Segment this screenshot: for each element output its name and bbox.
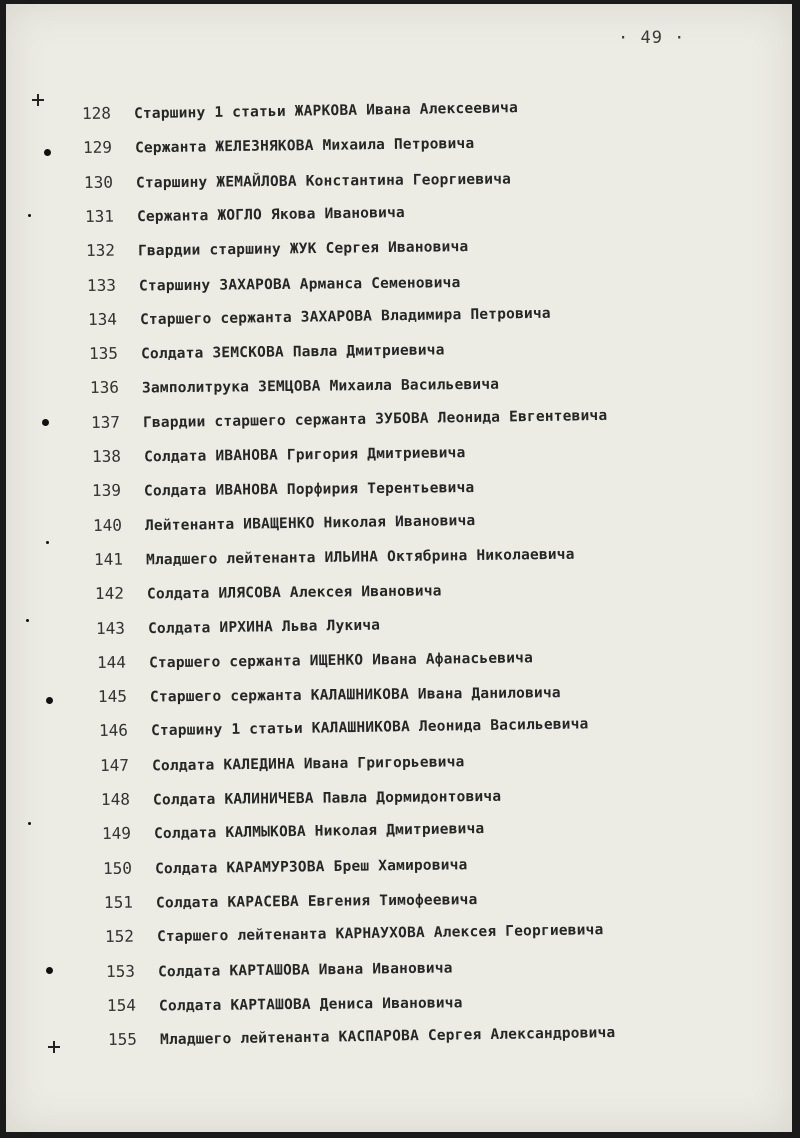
entry-number: 135 — [88, 343, 118, 364]
list-item — [107, 992, 463, 1015]
list-item — [85, 202, 405, 226]
entry-text: Солдата КАЛЕДИНА Ивана Григорьевича — [151, 753, 465, 775]
entry-text: Солдата КАЛИНИЧЕВА Павла Дормидонтовича — [152, 788, 502, 809]
entry-text: Солдата КАРТАШОВА Дениса Ивановича — [158, 995, 463, 1015]
entry-number: 133 — [86, 275, 116, 295]
margin-mark — [32, 94, 44, 106]
entry-text: Солдата ИВАНОВА Григория Дмитриевича — [143, 445, 466, 466]
entry-text: Солдата ЗЕМСКОВА Павла Дмитриевича — [140, 342, 445, 363]
entry-text: Младшего лейтенанта КАСПАРОВА Сергея Александровича — [159, 1025, 616, 1049]
list-item — [91, 442, 465, 466]
entry-number: 151 — [103, 892, 133, 912]
margin-mark — [28, 822, 31, 825]
list-item — [84, 168, 511, 191]
entry-number: 134 — [87, 309, 117, 329]
list-item — [99, 714, 589, 741]
entry-text: Сержанта ЖЕЛЕЗНЯКОВА Михаила Петровича — [134, 136, 475, 157]
list-item — [83, 133, 475, 157]
entry-number: 130 — [83, 172, 113, 192]
list-item — [101, 786, 501, 809]
entry-text: Замполитрука ЗЕМЦОВА Михаила Васильевича — [141, 377, 499, 397]
entry-number: 129 — [82, 137, 112, 158]
entry-text: Младшего лейтенанта ИЛЬИНА Октябрина Николаевича — [146, 546, 576, 569]
entry-number: 141 — [94, 549, 124, 569]
list-item — [104, 889, 478, 912]
entry-number: 154 — [106, 995, 136, 1015]
entry-number: 128 — [81, 103, 112, 123]
list-item — [95, 581, 442, 604]
entry-number: 137 — [90, 412, 120, 432]
list-item — [90, 405, 607, 432]
list-item — [93, 510, 476, 535]
list-item — [98, 682, 561, 706]
margin-mark — [44, 149, 51, 156]
entry-text: Старшину ЗАХАРОВА Арманса Семеновича — [138, 274, 461, 294]
entry-number: 136 — [89, 378, 119, 398]
list-item — [96, 614, 380, 637]
entry-number: 143 — [96, 618, 126, 638]
entry-text: Солдата ИЛЯСОВА Алексея Ивановича — [147, 583, 443, 603]
entry-number: 132 — [85, 240, 115, 261]
entry-text: Старшего сержанта ИЩЕНКО Ивана Афанасьевича — [149, 650, 534, 672]
entry-text: Сержанта ЖОГЛО Якова Ивановича — [136, 204, 405, 226]
list-item — [102, 818, 485, 843]
entry-text: Солдата ИРХИНА Льва Лукича — [148, 617, 381, 637]
list-item — [100, 751, 465, 775]
margin-mark — [28, 214, 31, 217]
document-page — [6, 4, 792, 1132]
entry-text: Старшину 1 статьи КАЛАШНИКОВА Леонида Васильевича — [150, 716, 589, 740]
entry-number: 155 — [107, 1029, 137, 1050]
entry-number: 146 — [98, 720, 129, 741]
margin-mark — [42, 419, 49, 426]
entry-number: 145 — [98, 686, 128, 707]
list-item — [88, 303, 551, 329]
margin-mark — [46, 697, 53, 704]
entry-text: Солдата КАРТАШОВА Ивана Ивановича — [157, 959, 453, 980]
entry-number: 150 — [102, 858, 132, 878]
list-item — [89, 374, 498, 397]
entry-number: 140 — [93, 515, 123, 535]
entry-text: Старшего сержанта ЗАХАРОВА Владимира Петровича — [139, 305, 551, 328]
entry-text: Старшину ЖЕМАЙЛОВА Константина Георгиевича — [135, 171, 512, 192]
entry-number: 149 — [101, 823, 131, 844]
list-item — [94, 544, 575, 569]
entry-number: 147 — [99, 755, 130, 775]
entry-text: Солдата КАРАСЕВА Евгения Тимофеевича — [155, 891, 478, 912]
margin-mark — [48, 1041, 60, 1053]
entry-number: 152 — [104, 926, 134, 947]
entry-text: Старшину 1 статьи ЖАРКОВА Ивана Алексеевича — [133, 100, 519, 123]
entry-text: Лейтенанта ИВАЩЕНКО Николая Ивановича — [145, 512, 476, 534]
list-item — [97, 647, 533, 672]
margin-mark — [46, 967, 53, 974]
entry-number: 148 — [100, 789, 131, 809]
margin-mark — [46, 541, 49, 544]
entry-number: 138 — [91, 446, 121, 466]
list-item — [82, 97, 518, 123]
entry-text: Старшего лейтенанта КАРНАУХОВА Алексея Георгиевича — [156, 922, 604, 946]
entry-text: Солдата ИВАНОВА Порфирия Терентьевича — [144, 480, 475, 500]
list-item — [103, 854, 468, 878]
entry-number: 144 — [97, 652, 127, 672]
entry-number: 142 — [95, 583, 125, 604]
entry-text: Гвардии старшего сержанта ЗУБОВА Леонида Евгентевича — [142, 407, 607, 431]
list-item — [107, 1022, 615, 1049]
entry-text: Гвардии старшину ЖУК Сергея Ивановича — [137, 239, 469, 260]
list-item — [87, 272, 461, 295]
entry-number: 153 — [105, 961, 135, 981]
page-number: · 49 · — [618, 28, 686, 48]
list-item — [105, 919, 604, 946]
list-item — [106, 957, 453, 981]
list-item — [86, 236, 469, 260]
entry-number: 131 — [84, 206, 114, 226]
entry-text: Старшего сержанта КАЛАШНИКОВА Ивана Даниловича — [150, 685, 561, 706]
margin-mark — [26, 619, 29, 622]
entry-number: 139 — [92, 480, 122, 501]
list-item — [92, 477, 475, 500]
entry-text: Солдата КАЛМЫКОВА Николая Дмитриевича — [153, 821, 485, 843]
entry-text: Солдата КАРАМУРЗОВА Бреш Хамировича — [154, 856, 468, 877]
list-item — [89, 339, 445, 363]
